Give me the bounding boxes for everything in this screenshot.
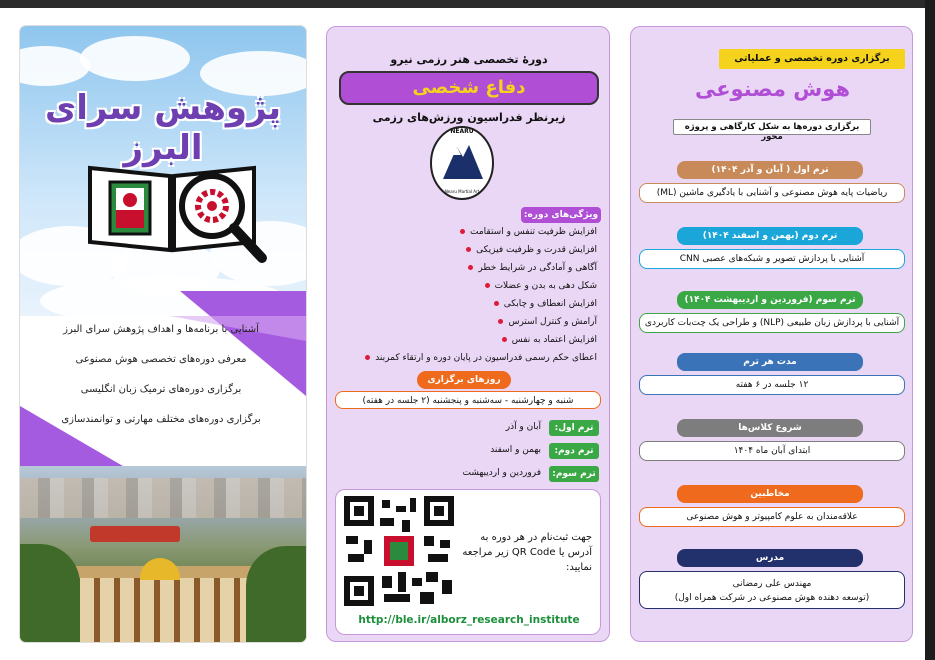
right-title: هوش مصنوعی [694,77,851,101]
feature-item: افزایش انعطاف و چابکی [337,299,597,309]
right-edge-bar [925,0,935,660]
course-title-bar [339,71,599,105]
right-panel [630,26,913,642]
course-title: دفاع شخصی [412,77,526,98]
term-label-pill: ترم سوم (فروردین و اردیبهشت ۱۴۰۴) [677,291,863,309]
middle-panel [326,26,610,642]
term-label-pill: ترم اول ( آبان و آذر ۱۴۰۴) [677,161,863,179]
term-description-box: مهندس علی رمضانی (توسعه دهنده هوش مصنوعی در شرکت همراه اول) [639,571,905,609]
term-value: بهمن و اسفند [490,445,541,455]
term-description-box: آشنایی با پردازش تصویر و شبکه‌های عصبی CNN [639,249,905,269]
register-url[interactable]: http://ble.ir/alborz_research_institute [358,614,580,626]
right-subtitle-box [673,119,871,142]
term-label-pill: مخاطبین [677,485,863,503]
term-description-box: علاقه‌مندان به علوم کامپیوتر و هوش مصنوعی [639,507,905,527]
right-subtitle: برگزاری دوره‌ها به شکل کارگاهی و پروژه محور [684,122,860,142]
term-value: آبان و آذر [505,422,541,432]
top-bar [0,0,935,8]
term-label: ترم دوم: [549,443,599,459]
logo-top-text: NEARU [450,128,474,135]
logo-bottom-text: Nearu Martial Art [444,189,480,194]
register-box [335,489,601,635]
term-description-box: آشنایی با پردازش زبان طبیعی (NLP) و طراحی یک چت‌بات کاربردی [639,313,905,333]
left-bullet: برگزاری دوره‌های ترمیک زبان انگلیسی [80,384,242,395]
city-photo [20,466,306,642]
feature-item: افزایش ظرفیت تنفس و استقامت [337,227,597,237]
term-label-pill: ترم دوم (بهمن و اسفند ۱۴۰۴) [677,227,863,245]
days-title: روزهای برگزاری [417,371,511,389]
features-title: ویژگی‌های دوره: [521,207,601,223]
term-label-pill: مدرس [677,549,863,567]
brand-title: پژوهش سرای البرز [45,88,281,168]
days-box: شنبه و چهارشنبه - سه‌شنبه و پنجشنبه (۲ جلسه در هفته) [335,391,601,409]
left-bullet: برگزاری دوره‌های مختلف مهارتی و توانمندسازی [61,414,261,425]
course-line: دورهٔ تخصصی هنر رزمی نیرو [390,53,548,66]
feature-item: اعطای حکم رسمی فدراسیون در پایان دوره و ارتقاء کمربند [337,353,597,363]
term-description-box: ریاضیات پایه هوش مصنوعی و آشنایی با یادگیری ماشین (ML) [639,183,905,203]
term-description-box: ابتدای آبان ماه ۱۴۰۴ [639,441,905,461]
term-value: فروردین و اردیبهشت [462,468,541,478]
term-label-pill: مدت هر ترم [677,353,863,371]
term-label: ترم سوم: [549,466,599,482]
supervision-text: زیرنظر فدراسیون ورزش‌های رزمی [372,111,566,124]
term-description-box: ۱۲ جلسه در ۶ هفته [639,375,905,395]
feature-item: آرامش و کنترل استرس [337,317,597,327]
register-text: جهت ثبت‌نام در هر دوره به آدرس یا QR Code زیر مراجعه نمایید: [462,532,592,573]
qr-code-icon[interactable] [344,496,454,606]
feature-item: افزایش قدرت و ظرفیت فیزیکی [337,245,597,255]
research-logo-icon [82,138,272,278]
left-bullet: آشنایی با برنامه‌ها و اهداف پژوهش سرای البرز [63,324,259,335]
term-label-pill: شروع کلاس‌ها [677,419,863,437]
feature-item: آگاهی و آمادگی در شرایط خطر [337,263,597,273]
left-panel [20,26,306,642]
feature-item: شکل دهی به بدن و عضلات [337,281,597,291]
term-label: ترم اول: [549,420,599,436]
feature-item: افزایش اعتماد به نفس [337,335,597,345]
left-bullet: معرفی دوره‌های تخصصی هوش مصنوعی [75,354,247,365]
right-header: برگزاری دوره تخصصی و عملیاتی [719,49,905,69]
